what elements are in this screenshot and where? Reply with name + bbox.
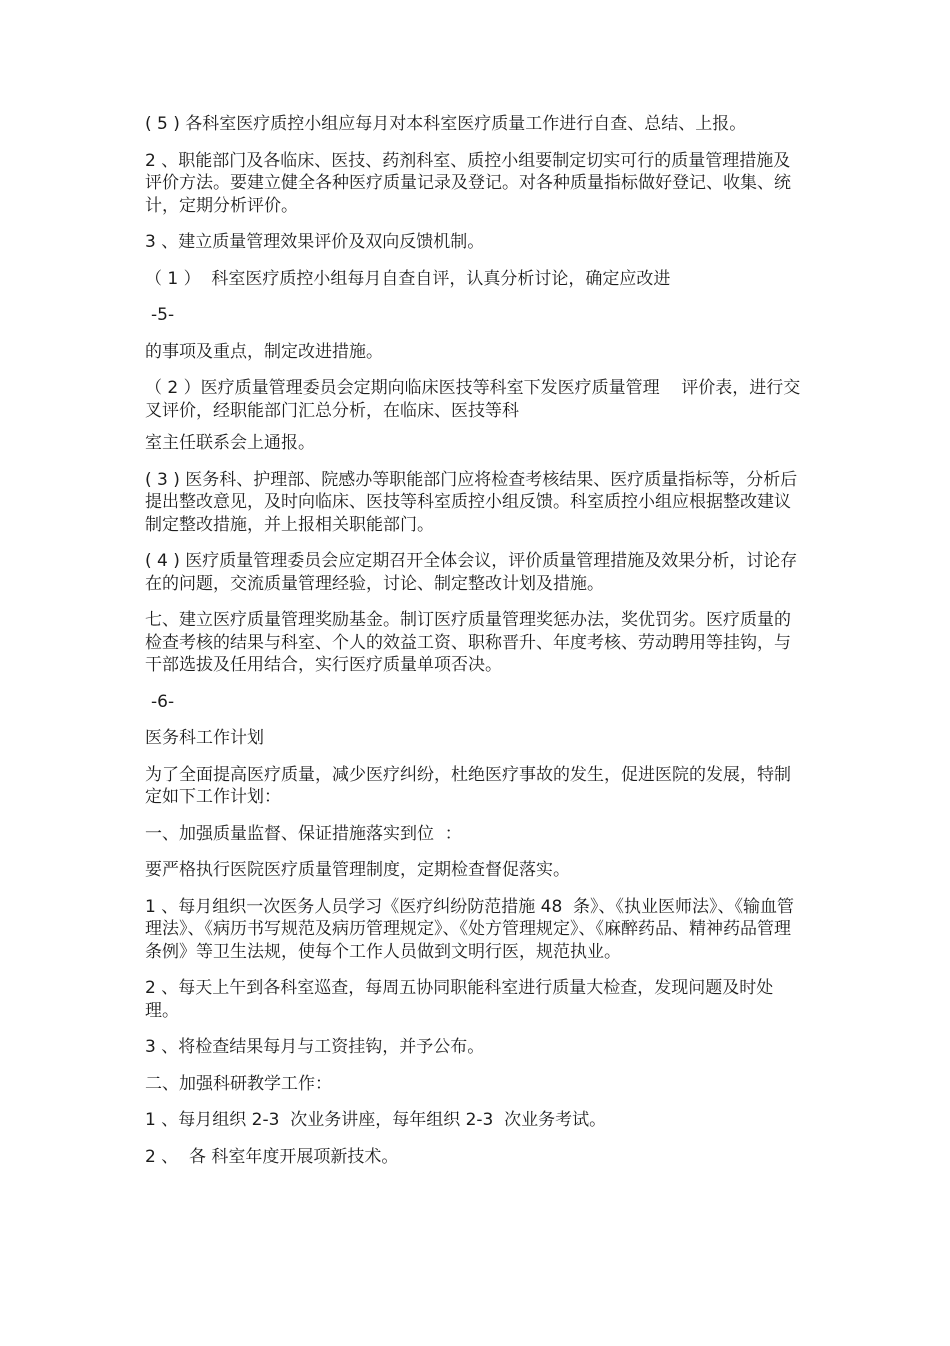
paragraph-strict-execution: 要严格执行医院医疗质量管理制度，定期检查督促落实。 (145, 860, 570, 880)
paragraph-continuation: 的事项及重点，制定改进措施。 (145, 341, 383, 362)
paragraph-2-cross-evaluation: （ 2 ）医疗质量管理委员会定期向临床医技等科室下发医疗质量管理 评价表，进行交叉评价，经职能部门汇总分析，在临床、医技等科 (145, 378, 801, 421)
page-number-5: -5- (151, 305, 175, 325)
paragraph-7-reward-fund: 七、建立医疗质量管理奖励基金。制订医疗质量管理奖惩办法，奖优罚劣。医疗质量的检查考核的结果与科室、个人的效益工资、职称晋升、年度考核、劳动聘用等挂钩，与干部选拔及任用结合，实行医疗质量单项否决。 (145, 610, 791, 675)
paragraph-5-self-check: ( 5 ) 各科室医疗质控小组应每月对本科室医疗质量工作进行自查、总结、上报。 (145, 114, 747, 134)
paragraph-section-2-research-teaching: 二、加强科研教学工作： (145, 1073, 332, 1094)
document-body (145, 113, 805, 1182)
page-number-6: -6- (151, 691, 175, 712)
paragraph-2-new-technology: 2 、 各 科室年度开展项新技术。 (145, 1146, 399, 1167)
paragraph-2-management-measures: 2 、职能部门及各临床、医技、药剂科室、质控小组要制定切实可行的质量管理措施及评价方法。要建立健全各种医疗质量记录及登记。对各种质量指标做好登记、收集、统计，定期分析评价。 (145, 150, 791, 216)
paragraph-3-feedback-mechanism: 3 、建立质量管理效果评价及双向反馈机制。 (145, 232, 485, 252)
paragraph-director-meeting: 室主任联系会上通报。 (145, 433, 315, 453)
paragraph-1-self-evaluation: （ 1 ） 科室医疗质控小组每月自查自评，认真分析讨论，确定应改进 (145, 268, 671, 289)
paragraph-3-results-salary: 3 、将检查结果每月与工资挂钩，并予公布。 (145, 1037, 485, 1057)
section-title-work-plan: 医务科工作计划 (145, 728, 264, 748)
paragraph-4-committee-meeting: ( 4 ) 医疗质量管理委员会应定期召开全体会议，评价质量管理措施及效果分析，讨论存在的问题，交流质量管理经验，讨论、制定整改计划及措施。 (145, 551, 798, 594)
paragraph-plan-intro: 为了全面提高医疗质量，减少医疗纠纷，杜绝医疗事故的发生，促进医院的发展，特制定如下工作计划： (145, 764, 791, 807)
paragraph-1-lectures-exams: 1 、每月组织 2-3 次业务讲座，每年组织 2-3 次业务考试。 (145, 1110, 607, 1130)
paragraph-section-1-quality-supervision: 一、加强质量监督、保证措施落实到位 ： (145, 823, 462, 844)
paragraph-2-daily-inspection: 2 、每天上午到各科室巡查，每周五协同职能科室进行质量大检查，发现问题及时处理。 (145, 978, 774, 1021)
paragraph-3-functional-departments: ( 3 ) 医务科、护理部、院感办等职能部门应将检查考核结果、医疗质量指标等，分析后提出整改意见，及时向临床、医技等科室质控小组反馈。科室质控小组应根据整改建议制定整改措施，并上报相关职能部门。 (145, 469, 798, 535)
paragraph-1-monthly-study: 1 、每月组织一次医务人员学习《医疗纠纷防范措施 48 条》、《执业医师法》、《输血管理法》、《病历书写规范及病历管理规定》、《处方管理规定》、《麻醉药品、精神药品管理条例》等卫生法规，使每个工作人员做到文明行医，规范执业。 (145, 896, 795, 962)
